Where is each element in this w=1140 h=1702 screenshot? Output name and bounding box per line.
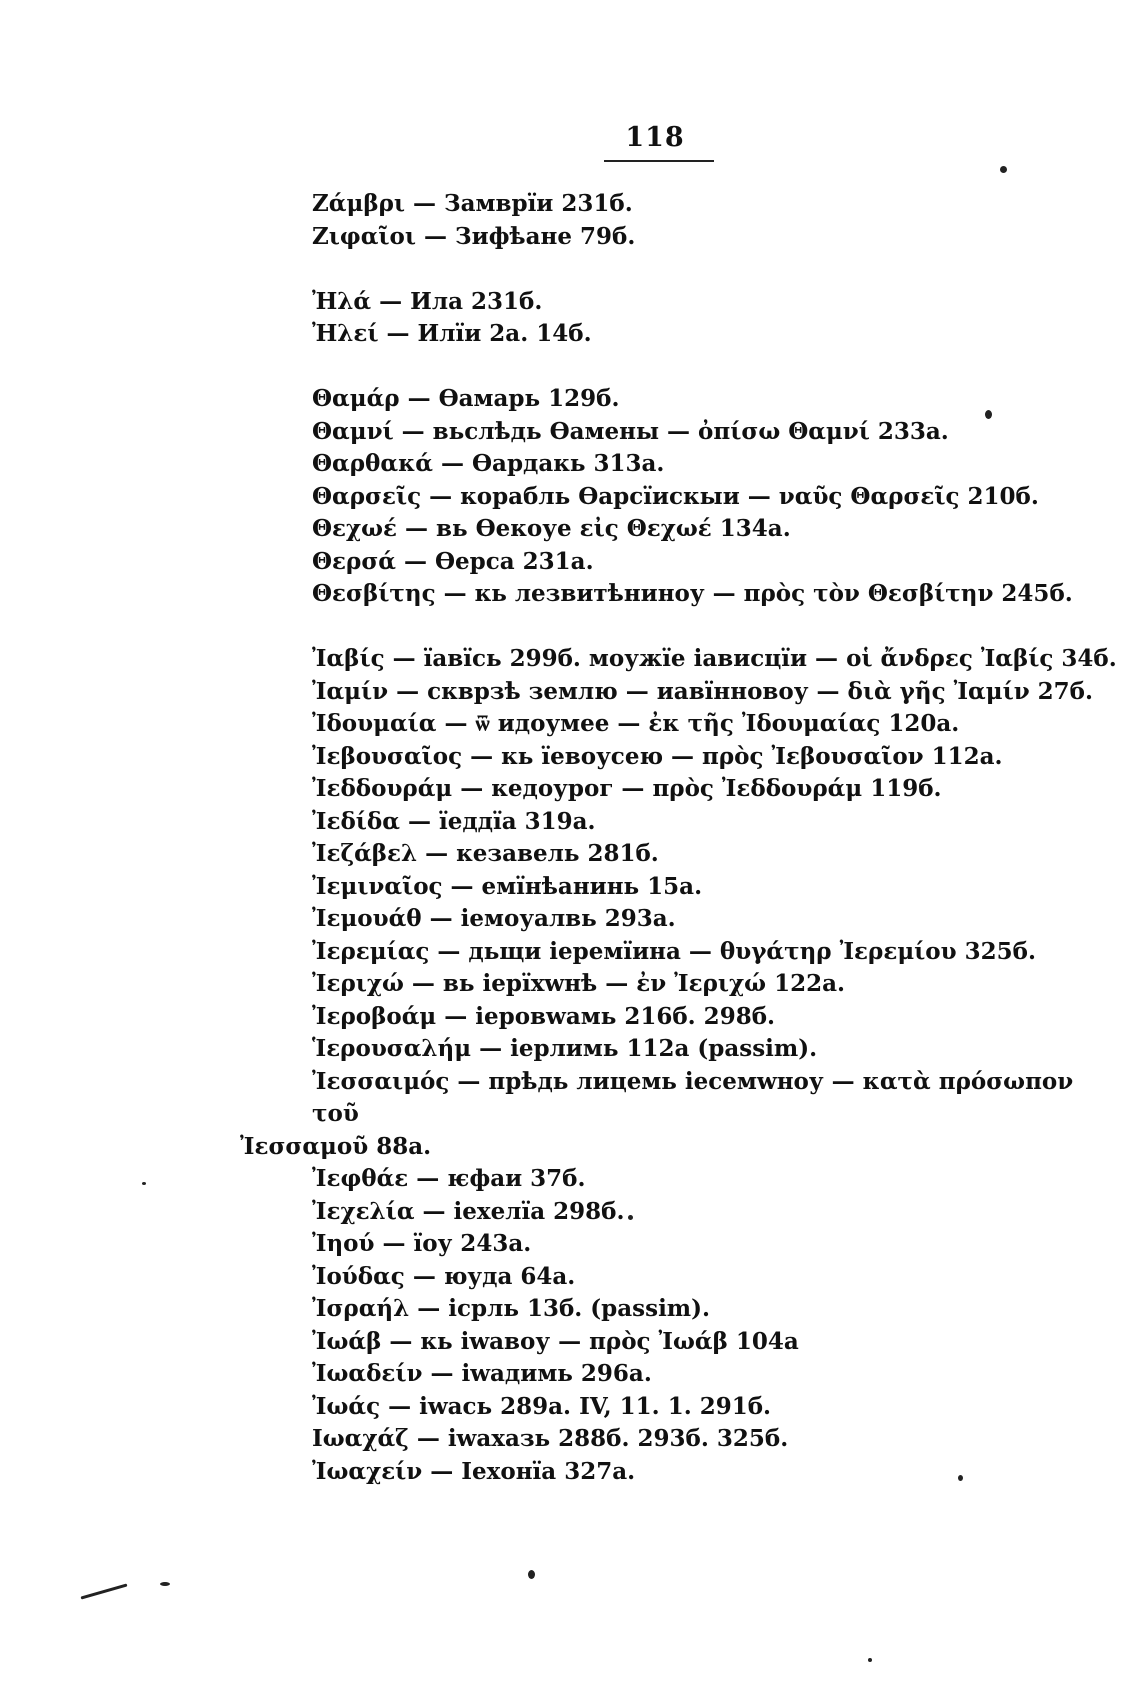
index-entry: Ἰαμίν — скврзѣ землю — иавїнновоу — διὰ γῆς Ἰαμίν 27б. xyxy=(312,677,1094,705)
index-entry: Ἠλεί — Илїи 2а. 14б. xyxy=(312,320,592,347)
index-entry: Ζιφαῖοι — Зифѣане 79б. xyxy=(312,222,636,250)
index-entry: Ἱερουσαλήμ — iерлимь 112а (passim). xyxy=(312,1035,818,1062)
index-entry: Ἰωαχείν — Iехонїа 327а. xyxy=(312,1457,636,1485)
index-entry: Θαρσεῖς — корабль Ѳарсїискыи — ναῦς Θαρσεῖς 210б. xyxy=(312,482,1039,510)
wrapped-entry-continuation: Ἰεσσαμοῦ 88а. xyxy=(240,1132,432,1160)
index-entries xyxy=(240,188,1117,1488)
index-entry: Ἰσραήλ — iсрль 13б. (passim). xyxy=(312,1295,711,1322)
index-entry: Ἰεζάβελ — кезавель 281б. xyxy=(312,840,659,867)
scan-speck xyxy=(868,1658,872,1662)
scan-speck xyxy=(985,410,992,419)
group-gap xyxy=(312,351,1102,384)
wrapped-entry-first-line: Ἰεσσαιμός — прѣдь лицемь iесемwноу — κατὰ πρόσωπον τοῦ xyxy=(312,1067,1074,1127)
index-entry: Θαμνί — вьслѣдь Ѳамены — ὀπίσω Θαμνί 233а. xyxy=(312,417,949,445)
index-entry: Ἰωάς — iwась 289а. IV, 11. 1. 291б. xyxy=(312,1392,772,1420)
scan-speck xyxy=(160,1582,170,1586)
scan-speck xyxy=(528,1570,535,1579)
index-entry: Ἰωάβ — кь iwавоу — πρὸς Ἰωάβ 104а xyxy=(312,1327,799,1355)
group-gap xyxy=(312,253,1102,286)
index-entry: Ιωαχάζ — iwахазь 288б. 293б. 325б. xyxy=(312,1425,789,1452)
scan-speck xyxy=(1000,166,1007,173)
index-entry: Ἰεμιναῖος — емїнѣанинь 15а. xyxy=(312,872,703,900)
index-entry: Ἰεροβοάμ — iеровwамь 216б. 298б. xyxy=(312,1002,776,1030)
index-entry: Ζάμβρι — Замврїи 231б. xyxy=(312,190,633,217)
scan-speck xyxy=(81,1583,128,1599)
index-entry: Θερσά — Ѳерса 231а. xyxy=(312,547,594,575)
index-entry: Ἰεριχώ — вь iерїхwнѣ — ἐν Ἰεριχώ 122а. xyxy=(312,970,846,997)
index-entry: Ἰεμουάθ — iемоуалвь 293а. xyxy=(312,905,676,932)
page-number-rule xyxy=(604,160,714,162)
index-entry: Ἰερεμίας — дьщи iеремїина — θυγάτηρ Ἰερεμίου 325б. xyxy=(312,937,1036,965)
index-entry: Ἰεδδουράμ — кедоурог — πρὸς Ἰεδδουράμ 119б. xyxy=(312,775,942,802)
index-entry: Ἰδουμαία — ѿ идоумее — ἐκ τῆς Ἰδουμαίας 120а. xyxy=(312,710,960,737)
scan-speck xyxy=(142,1182,146,1185)
index-entry: Ἰωαδείν — iwадимь 296а. xyxy=(312,1360,652,1387)
page-number: 118 xyxy=(625,122,685,153)
index-entry: Ἰηού — їоу 243а. xyxy=(312,1230,532,1257)
group-gap xyxy=(312,611,1102,644)
scan-speck xyxy=(958,1475,963,1481)
index-entry: Ἰεφθάε — ѥфаи 37б. xyxy=(312,1165,586,1192)
index-entry: Ἰεδίδα — їеддїа 319а. xyxy=(312,807,596,835)
index-entry: Ἰεχελία — iехелїа 298б. xyxy=(312,1197,625,1225)
index-entry: Ἰεβουσαῖος — кь їевоусею — πρὸς Ἰεβουσαῖον 112а. xyxy=(312,742,1003,770)
index-entry: Θαρθακά — Ѳардакь 313а. xyxy=(312,450,665,477)
index-entry: Θεχωέ — вь Ѳекоуе εἰς Θεχωέ 134а. xyxy=(312,515,791,542)
index-entry: Θεσβίτης — кь лезвитѣниноу — πρὸς τὸν Θεσβίτην 245б. xyxy=(312,580,1073,607)
index-entry: Ἰαβίς — їавїсь 299б. моужїе iависцїи — οἱ ἄνδρες Ἰαβίς 34б. xyxy=(312,645,1117,672)
index-entry: Θαμάρ — Ѳамарь 129б. xyxy=(312,385,620,412)
index-entry: Ἠλά — Ила 231б. xyxy=(312,287,543,315)
index-entry-wrapped xyxy=(240,1066,1102,1164)
index-entry: Ἰούδας — юуда 64а. xyxy=(312,1262,576,1290)
scan-speck xyxy=(628,1215,633,1220)
